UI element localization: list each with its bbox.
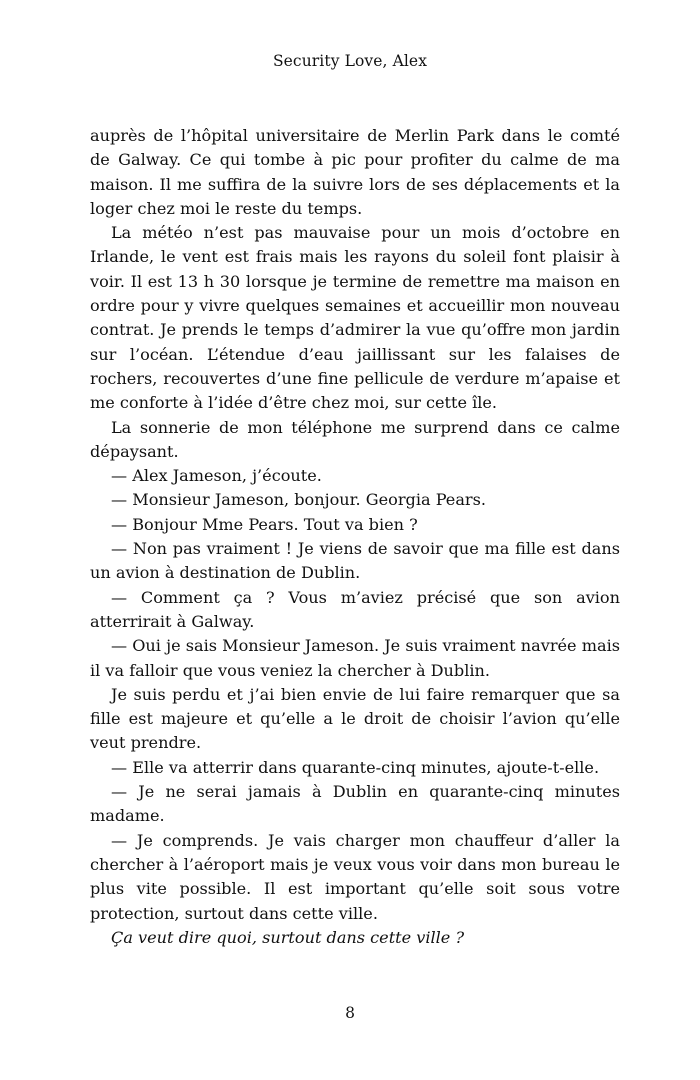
paragraph-phone-rings: La sonnerie de mon téléphone me surprend dans ce calme dépaysant.: [90, 417, 620, 461]
dialogue-line: — Alex Jameson, j’écoute.: [111, 466, 322, 486]
dialogue-line: — Je comprends. Je vais charger mon chauffeur d’aller la chercher à l’aéroport mais je veux vous voir dans mon bureau le plus vite possible. Il est important qu’elle soit sous votre protection, surtout dans cette ville.: [90, 830, 620, 923]
running-header: Security Love, Alex: [272, 52, 428, 70]
dialogue-line: — Je ne serai jamais à Dublin en quarante-cinq minutes madame.: [90, 782, 620, 826]
dialogue-line: — Elle va atterrir dans quarante-cinq minutes, ajoute-t-elle.: [111, 757, 600, 777]
paragraph-weather: La météo n’est pas mauvaise pour un mois d’octobre en Irlande, le vent est frais mais les rayons du soleil font plaisir à voir. Il est 13 h 30 lorsque je termine de remettre ma maison en ordre pour y vivre quelques semaines et accueillir mon nouveau contrat. Je prends le temps d’admirer la vue qu’offre mon jardin sur l’océan. L’étendue d’eau jaillissant sur les falaises de rochers, recouvertes d’une fine pellicule de verdure m’apaise et me conforte à l’idée d’être chez moi, sur cette île.: [90, 223, 620, 413]
dialogue-line: — Non pas vraiment ! Je viens de savoir que ma fille est dans un avion à destination de Dublin.: [90, 539, 620, 583]
inner-thought: Ça veut dire quoi, surtout dans cette ville ?: [111, 927, 465, 947]
page-number: 8: [345, 1004, 355, 1022]
dialogue-line: — Monsieur Jameson, bonjour. Georgia Pears.: [111, 490, 486, 510]
dialogue-line: — Bonjour Mme Pears. Tout va bien ?: [111, 514, 418, 534]
page-body: [90, 124, 620, 950]
paragraph-narration: Je suis perdu et j’ai bien envie de lui faire remarquer que sa fille est majeure et qu’elle a le droit de choisir l’avion qu’elle veut prendre.: [90, 684, 620, 753]
paragraph-continuation: auprès de l’hôpital universitaire de Merlin Park dans le comté de Galway. Ce qui tombe à pic pour profiter du calme de ma maison. Il me suffira de la suivre lors de ses déplacements et la loger chez moi le reste du temps.: [90, 126, 620, 218]
dialogue-line: — Comment ça ? Vous m’aviez précisé que son avion atterrirait à Galway.: [90, 587, 620, 631]
dialogue-line: — Oui je sais Monsieur Jameson. Je suis vraiment navrée mais il va falloir que vous veniez la chercher à Dublin.: [90, 636, 620, 680]
